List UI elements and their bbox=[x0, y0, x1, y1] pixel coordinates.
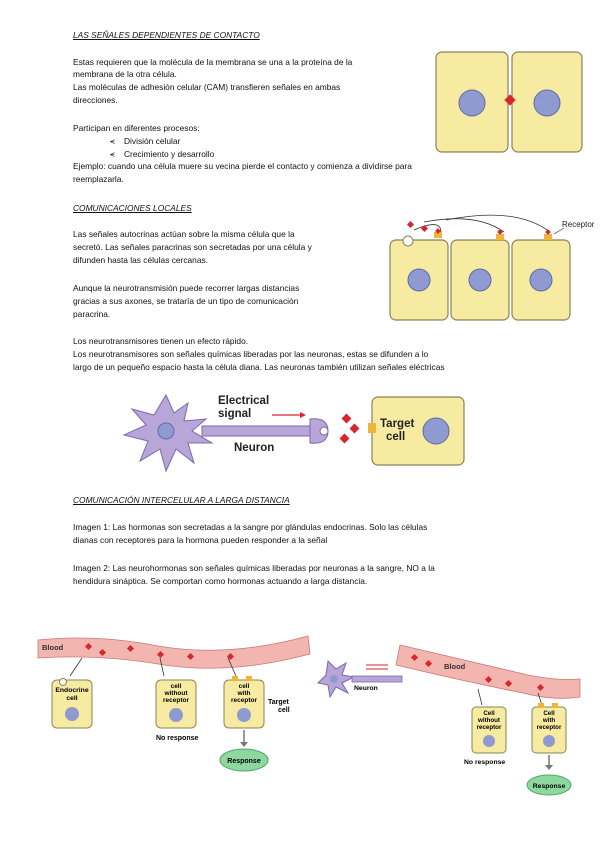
cell-label: Cell bbox=[543, 710, 555, 717]
paragraph-line: reemplazarla. bbox=[73, 174, 124, 184]
nucleus bbox=[483, 735, 495, 747]
receptor bbox=[552, 703, 558, 708]
with-label: with bbox=[542, 717, 556, 724]
without-label: without bbox=[164, 690, 188, 697]
blood-label: Blood bbox=[444, 662, 466, 671]
axon bbox=[202, 426, 312, 436]
neuron-nucleus bbox=[158, 423, 174, 439]
paracrine-illustration bbox=[386, 212, 600, 322]
receptor bbox=[246, 676, 252, 681]
paragraph-line: Imagen 1: Las hormonas son secretadas a la sangre por glándulas endocrinas. Solo las células bbox=[73, 522, 428, 532]
paragraph-line: direcciones. bbox=[73, 95, 118, 105]
receptor-label: receptor bbox=[230, 697, 258, 704]
nucleus bbox=[459, 90, 485, 116]
neurohormone-figure bbox=[318, 635, 588, 800]
paragraph-line: Los neurotransmisores son señales químicas liberadas por las neuronas, estas se difunden a lo bbox=[73, 349, 429, 359]
signal-arrow bbox=[446, 215, 550, 232]
endocrine-figure bbox=[38, 628, 310, 778]
paragraph-line: largo de un pequeño espacio hasta la célula diana. Las neuronas también utilizan señales eléctricas bbox=[73, 362, 445, 372]
bullet-item bbox=[110, 148, 214, 160]
receptor bbox=[496, 234, 504, 240]
nucleus bbox=[469, 269, 491, 291]
paragraph-line: Ejemplo: cuando una célula muere su vecina pierde el contacto y comienza a dividirse para bbox=[73, 161, 412, 171]
neuron-label: Neuron bbox=[354, 685, 378, 692]
receptor bbox=[368, 423, 376, 433]
electrical-label: Electrical bbox=[218, 395, 270, 407]
paragraph-line: hendidura sináptica. Se comportan como hormonas actuando a larga distancia. bbox=[73, 576, 368, 586]
axon bbox=[352, 676, 402, 682]
neurotransmitter bbox=[342, 414, 352, 424]
cell-label: Cell bbox=[483, 710, 495, 717]
heading-local-communication: COMUNICACIONES LOCALES bbox=[73, 203, 192, 213]
heading-contact-signals: LAS SEÑALES DEPENDIENTES DE CONTACTO bbox=[73, 30, 260, 40]
paragraph-line: Los neurotransmisores tienen un efecto rápido. bbox=[73, 336, 249, 346]
response-label: Response bbox=[532, 783, 566, 790]
flow-arrow bbox=[478, 689, 482, 705]
paragraph-line: dianas con receptores para la hormona pueden responder a la señal bbox=[73, 535, 328, 545]
paragraph-line: gracias a sus axones, se trataría de un tipo de comunicación bbox=[73, 296, 299, 306]
no-response-label: No response bbox=[464, 759, 506, 766]
nucleus bbox=[543, 735, 555, 747]
signal-arrow bbox=[424, 219, 504, 232]
paragraph-line: membrana de la otra célula. bbox=[73, 69, 177, 79]
bullet-text: Crecimiento y desarrollo bbox=[124, 149, 215, 159]
nucleus bbox=[408, 269, 430, 291]
nucleus bbox=[237, 708, 251, 722]
receptor-label: Receptor bbox=[562, 220, 595, 229]
paragraph-line: secretó. Las señales paracrinas son secretadas por una célula y bbox=[73, 242, 312, 252]
paragraph-line: Estas requieren que la molécula de la membrana se una a la proteína de la bbox=[73, 57, 353, 67]
bullet-icon: ⪪ bbox=[110, 136, 115, 146]
paragraph-line: difunden hasta las células cercanas. bbox=[73, 255, 209, 265]
paragraph-line: Imagen 2: Las neurohormonas son señales químicas liberadas por neuronas a la sangre, NO a la bbox=[73, 563, 435, 573]
arrow-head bbox=[545, 765, 553, 770]
with-label: with bbox=[237, 690, 251, 697]
nucleus bbox=[169, 708, 183, 722]
vesicle bbox=[60, 679, 67, 686]
target-label: Target bbox=[380, 418, 415, 430]
receptor bbox=[232, 676, 238, 681]
no-response-label: No response bbox=[156, 735, 199, 742]
response-label: Response bbox=[227, 758, 261, 765]
neurotransmitter bbox=[340, 434, 350, 444]
signal-molecule bbox=[407, 221, 414, 228]
neuron-nucleus bbox=[330, 675, 338, 683]
nucleus bbox=[65, 707, 79, 721]
neurotransmitter bbox=[350, 424, 360, 434]
paragraph-line: paracrina. bbox=[73, 309, 111, 319]
paragraph-line: Las señales autocrinas actúan sobre la misma célula que la bbox=[73, 229, 295, 239]
blood-vessel bbox=[396, 645, 580, 698]
secretory-vesicle bbox=[403, 236, 413, 246]
target-label: Target bbox=[268, 699, 289, 706]
receptor bbox=[538, 703, 544, 708]
arrow-head bbox=[240, 742, 248, 747]
paragraph-line: Aunque la neurotransmisión puede recorrer largas distancias bbox=[73, 283, 300, 293]
paragraph-line: Las moléculas de adhesión celular (CAM) transfieren señales en ambas bbox=[73, 82, 341, 92]
cell-label: cell bbox=[386, 431, 406, 443]
signal-molecule bbox=[545, 229, 551, 235]
neuron-label: Neuron bbox=[234, 442, 275, 454]
flow-arrow bbox=[70, 658, 82, 676]
signal-molecule bbox=[421, 225, 428, 232]
cell-label: cell bbox=[238, 683, 250, 690]
bullet-icon: ⪪ bbox=[110, 149, 115, 159]
signal-molecule bbox=[497, 229, 503, 235]
endocrine-label: Endocrine bbox=[55, 687, 89, 694]
synaptic-vesicle bbox=[320, 427, 328, 435]
blood-label: Blood bbox=[42, 643, 64, 652]
nucleus bbox=[530, 269, 552, 291]
bullet-text: División celular bbox=[124, 136, 181, 146]
arrow-head bbox=[300, 412, 306, 418]
paragraph-line: Participan en diferentes procesos: bbox=[73, 123, 200, 133]
contact-cells-illustration bbox=[434, 48, 584, 158]
heading-long-distance: COMUNICACIÓN INTERCELULAR A LARGA DISTANCIA bbox=[73, 495, 290, 505]
receptor-label: receptor bbox=[162, 697, 190, 704]
bullet-item bbox=[110, 135, 180, 147]
receptor-label: receptor bbox=[476, 724, 502, 731]
without-label: without bbox=[478, 717, 500, 724]
receptor-label: receptor bbox=[536, 724, 562, 731]
neuron-target-illustration bbox=[122, 385, 472, 475]
signal-label: signal bbox=[218, 408, 252, 420]
cell-label: cell bbox=[278, 707, 290, 714]
receptor bbox=[544, 234, 552, 240]
nucleus bbox=[534, 90, 560, 116]
cell-label: cell bbox=[170, 683, 182, 690]
nucleus bbox=[423, 418, 449, 444]
cell-label: cell bbox=[66, 695, 78, 702]
